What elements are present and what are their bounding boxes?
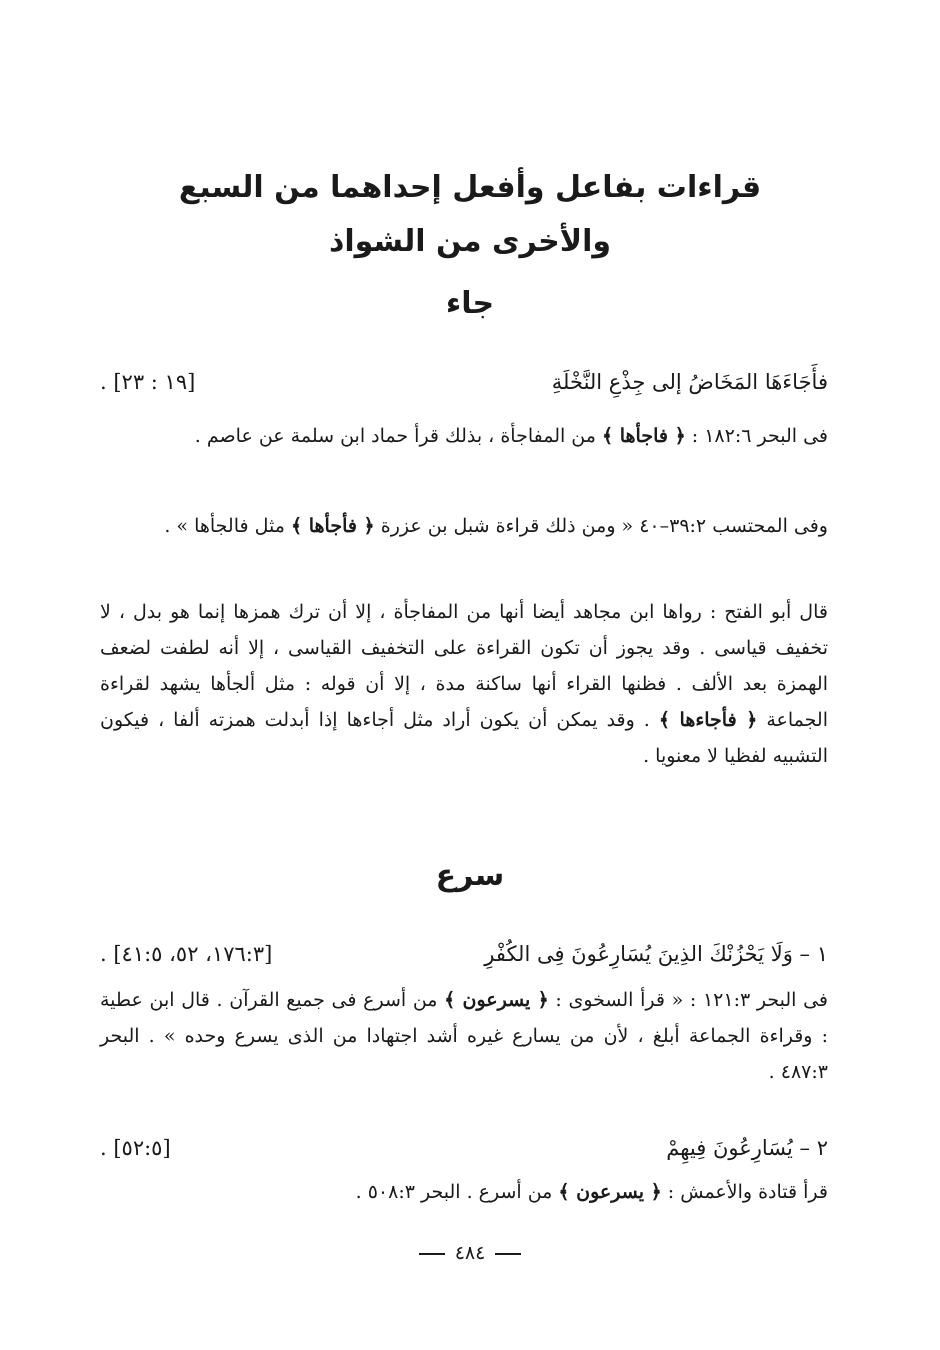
quran-verse	[100, 936, 828, 972]
section-heading: سرع	[435, 858, 505, 893]
reading-highlight: ﴿ يسرعون ﴾	[444, 989, 549, 1011]
paragraph-text: قال أبو الفتح : رواها ابن مجاهد أيضا أنها من المفاجأة ، إلا أن ترك همزها إنما هو بدل ، لا تخفيف قياسى . وقد يجوز أن تكون القراءة على التخفيف القياسى ، إلا أنه لطفت لضعف الهمزة بعد الألف . فظنها القراء أنها ساكنة مدة ، إلا أن قوله : مثل ألجأها يشهد لقراءة الجماعة	[100, 601, 828, 731]
paragraph-text: . وقد يمكن أن يكون أراد مثل أجاءها إذا أبدلت همزته ألفا ، فيكون التشبيه لفظيا لا معنويا .	[100, 709, 828, 767]
reading-highlight: ﴿ يسرعون ﴾	[558, 1181, 662, 1203]
title-line-1: قراءات بفاعل وأفعل إحداهما من السبع	[178, 170, 762, 205]
section-heading: جاء	[445, 286, 495, 321]
commentary-paragraph	[100, 594, 828, 774]
paragraph-text: فى البحر ١٢١:٣ : « قرأ السخوى :	[548, 989, 828, 1011]
dash-right	[495, 1253, 521, 1255]
paragraph-text: مثل فالجأها » .	[164, 515, 291, 537]
commentary-paragraph	[100, 1174, 828, 1210]
paragraph-text: من المفاجأة ، بذلك قرأ حماد ابن سلمة عن عاصم .	[194, 425, 602, 447]
paragraph-text: قرأ قتادة والأعمش :	[661, 1181, 828, 1203]
title-line-2: والأخرى من الشواذ	[328, 224, 612, 259]
page-number	[370, 1238, 570, 1268]
paragraph-text: وفى المحتسب ٣٩:٢–٤٠ « ومن ذلك قراءة شبل بن عزرة	[374, 515, 828, 537]
paragraph-text: من أسرع فى جميع القرآن . قال ابن عطية : وقراءة الجماعة أبلغ ، لأن من يسارع غيره أشد اجتهادا من الذى يسرع وحده » . البحر ٤٨٧:٣ .	[100, 989, 828, 1083]
paragraph-text: من أسرع . البحر ٥٠٨:٣ .	[355, 1181, 559, 1203]
verse-text: ١ – وَلَا يَحْزُنْكَ الذِينَ يُسَارِعُونَ فِى الكُفْرِ	[484, 942, 828, 966]
commentary-paragraph	[100, 418, 828, 454]
dash-left	[419, 1253, 445, 1255]
commentary-paragraph	[100, 508, 828, 544]
verse-reference: [١٩ : ٢٣] .	[100, 370, 196, 394]
verse-text: فأَجَاءَهَا المَخَاضُ إلى جِذْعِ النَّخْلَةِ	[551, 370, 828, 394]
verse-reference: [١٧٦:٣، ٥٢، ٤١:٥] .	[100, 942, 273, 966]
reading-highlight: ﴿ فأجاءها ﴾	[658, 709, 758, 731]
quran-verse	[100, 1130, 828, 1166]
quran-verse	[100, 364, 828, 400]
verse-text: ٢ – يُسَارِعُونَ فِيهِمْ	[666, 1136, 828, 1160]
verse-reference: [٥٢:٥] .	[100, 1136, 171, 1160]
page-number-text: ٤٨٤	[454, 1242, 486, 1264]
paragraph-text: فى البحر ١٨٢:٦ :	[685, 425, 828, 447]
reading-highlight: ﴿ فاجأها ﴾	[602, 425, 686, 447]
reading-highlight: ﴿ فأجأها ﴾	[290, 515, 375, 537]
commentary-paragraph	[100, 982, 828, 1090]
